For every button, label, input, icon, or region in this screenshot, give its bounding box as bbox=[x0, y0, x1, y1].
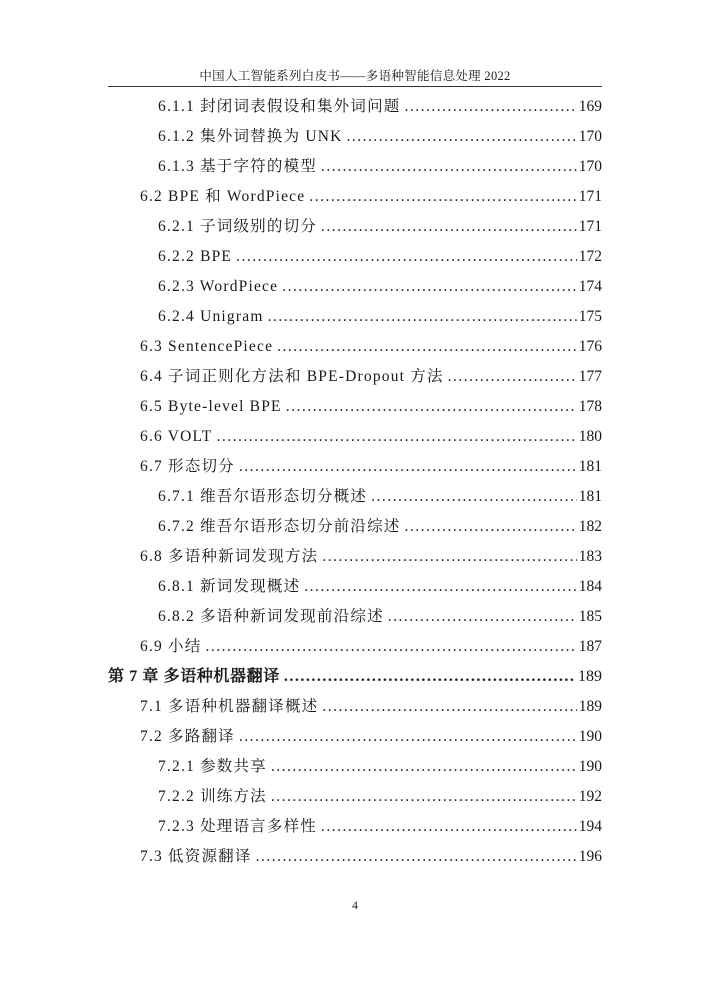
toc-entry[interactable] bbox=[140, 335, 602, 359]
toc-entry-title: 6.2.2 BPE bbox=[158, 248, 233, 265]
toc-entry-title: 6.7 形态切分 bbox=[140, 458, 235, 475]
toc-entry-page: 196 bbox=[578, 848, 602, 865]
toc-entry-title: 6.4 子词正则化方法和 BPE-Dropout 方法 bbox=[140, 368, 444, 385]
toc-entry-page: 171 bbox=[578, 218, 602, 235]
toc-entry-leader bbox=[321, 815, 577, 839]
toc-entry-leader bbox=[216, 425, 576, 449]
toc-entry[interactable] bbox=[158, 215, 602, 239]
toc-entry[interactable] bbox=[140, 185, 602, 209]
toc-entry-leader bbox=[239, 455, 577, 479]
toc-entry-page: 185 bbox=[578, 608, 602, 625]
toc-entry-page: 190 bbox=[578, 728, 602, 745]
toc-entry-title: 6.1.1 封闭词表假设和集外词问题 bbox=[158, 98, 401, 115]
toc-entry[interactable] bbox=[140, 695, 602, 719]
toc-entry-leader bbox=[371, 485, 577, 509]
toc-entry-title: 6.3 SentencePiece bbox=[140, 338, 274, 355]
toc-entry-leader bbox=[448, 365, 577, 389]
toc-entry[interactable] bbox=[158, 95, 602, 119]
toc-entry-page: 177 bbox=[578, 368, 602, 385]
toc-entry-title: 6.2 BPE 和 WordPiece bbox=[140, 188, 306, 205]
toc-entry[interactable] bbox=[158, 785, 602, 809]
toc-entry-leader bbox=[404, 95, 576, 119]
toc-entry-title: 6.8.1 新词发现概述 bbox=[158, 578, 301, 595]
toc-entry[interactable] bbox=[158, 155, 602, 179]
toc-entry-leader bbox=[309, 185, 576, 209]
toc-entry-title: 第 7 章 多语种机器翻译 bbox=[108, 668, 280, 685]
toc-entry-title: 6.1.2 集外词替换为 UNK bbox=[158, 128, 343, 145]
toc-entry-title: 7.2 多路翻译 bbox=[140, 728, 235, 745]
toc-entry-page: 189 bbox=[578, 698, 602, 715]
toc-entry-page: 176 bbox=[578, 338, 602, 355]
toc-entry-title: 7.1 多语种机器翻译概述 bbox=[140, 698, 319, 715]
toc-entry-page: 190 bbox=[578, 758, 602, 775]
toc-entry[interactable] bbox=[140, 425, 602, 449]
toc-entry-page: 183 bbox=[578, 548, 602, 565]
toc-entry-page: 172 bbox=[578, 248, 602, 265]
toc-entry-leader bbox=[256, 845, 577, 869]
running-header: 中国人工智能系列白皮书——多语种智能信息处理 2022 bbox=[199, 69, 511, 83]
toc-entry-page: 169 bbox=[578, 98, 602, 115]
toc-entry[interactable] bbox=[140, 395, 602, 419]
toc-entry-page: 187 bbox=[578, 638, 602, 655]
toc-entry-title: 7.3 低资源翻译 bbox=[140, 848, 252, 865]
toc-entry[interactable] bbox=[158, 815, 602, 839]
toc-entry-leader bbox=[347, 125, 577, 149]
toc-entry-leader bbox=[322, 695, 576, 719]
toc-entry[interactable] bbox=[158, 515, 602, 539]
toc-entry-title: 6.2.1 子词级别的切分 bbox=[158, 218, 317, 235]
toc-entry[interactable] bbox=[158, 575, 602, 599]
toc-entry-leader bbox=[271, 785, 577, 809]
toc-entry-leader bbox=[271, 755, 577, 779]
toc-entry[interactable] bbox=[158, 275, 602, 299]
toc-entry-leader bbox=[277, 335, 577, 359]
toc-entry-page: 178 bbox=[578, 398, 602, 415]
toc-entry-leader bbox=[321, 215, 577, 239]
toc-entry-page: 182 bbox=[578, 518, 602, 535]
toc-entry-leader bbox=[322, 545, 576, 569]
toc-entry-title: 7.2.3 处理语言多样性 bbox=[158, 818, 317, 835]
toc-entry[interactable] bbox=[140, 545, 602, 569]
toc-entry[interactable] bbox=[158, 245, 602, 269]
toc-entry-page: 174 bbox=[578, 278, 602, 295]
page-number: 4 bbox=[352, 898, 358, 912]
toc-entry[interactable] bbox=[140, 725, 602, 749]
toc-entry-leader bbox=[268, 305, 577, 329]
toc-entry[interactable] bbox=[140, 845, 602, 869]
toc-entry-page: 170 bbox=[578, 158, 602, 175]
toc-entry-leader bbox=[286, 395, 577, 419]
toc-entry[interactable] bbox=[158, 755, 602, 779]
toc-entry-title: 6.8.2 多语种新词发现前沿综述 bbox=[158, 608, 384, 625]
toc-entry-leader bbox=[321, 155, 577, 179]
toc-entry[interactable] bbox=[158, 485, 602, 509]
toc-entry-title: 7.2.2 训练方法 bbox=[158, 788, 267, 805]
toc-entry-leader bbox=[404, 515, 576, 539]
toc-entry[interactable] bbox=[158, 305, 602, 329]
toc-entry-leader bbox=[236, 245, 577, 269]
toc-entry-chapter[interactable] bbox=[108, 665, 602, 689]
toc-entry-title: 6.5 Byte-level BPE bbox=[140, 398, 282, 415]
toc-entry-title: 7.2.1 参数共享 bbox=[158, 758, 267, 775]
toc-entry-page: 170 bbox=[578, 128, 602, 145]
toc-entry-title: 6.9 小结 bbox=[140, 638, 202, 655]
toc-entry[interactable] bbox=[140, 455, 602, 479]
toc-entry-page: 184 bbox=[578, 578, 602, 595]
toc-entry-title: 6.2.4 Unigram bbox=[158, 308, 264, 325]
toc-entry-leader bbox=[239, 725, 577, 749]
toc-entry-leader bbox=[282, 275, 577, 299]
toc-entry-title: 6.7.2 维吾尔语形态切分前沿综述 bbox=[158, 518, 401, 535]
toc-entry[interactable] bbox=[140, 635, 602, 659]
toc-entry-leader bbox=[388, 605, 577, 629]
header-rule bbox=[108, 86, 602, 87]
toc-entry[interactable] bbox=[158, 125, 602, 149]
toc-entry-page: 189 bbox=[578, 668, 602, 685]
toc-entry-page: 181 bbox=[578, 488, 602, 505]
toc-entry-page: 180 bbox=[578, 428, 602, 445]
toc-entry-leader bbox=[284, 665, 576, 689]
toc-entry-title: 6.8 多语种新词发现方法 bbox=[140, 548, 319, 565]
toc-entry-page: 194 bbox=[578, 818, 602, 835]
toc-entry[interactable] bbox=[140, 365, 602, 389]
toc-entry-title: 6.1.3 基于字符的模型 bbox=[158, 158, 317, 175]
toc-entry-title: 6.6 VOLT bbox=[140, 428, 213, 445]
toc-entry-page: 181 bbox=[578, 458, 602, 475]
toc-entry-page: 171 bbox=[578, 188, 602, 205]
toc-entry-page: 192 bbox=[578, 788, 602, 805]
toc-entry[interactable] bbox=[158, 605, 602, 629]
toc-entry-title: 6.7.1 维吾尔语形态切分概述 bbox=[158, 488, 368, 505]
toc-entry-title: 6.2.3 WordPiece bbox=[158, 278, 279, 295]
toc-entry-leader bbox=[205, 635, 576, 659]
toc-entry-leader bbox=[304, 575, 576, 599]
toc-entry-page: 175 bbox=[578, 308, 602, 325]
